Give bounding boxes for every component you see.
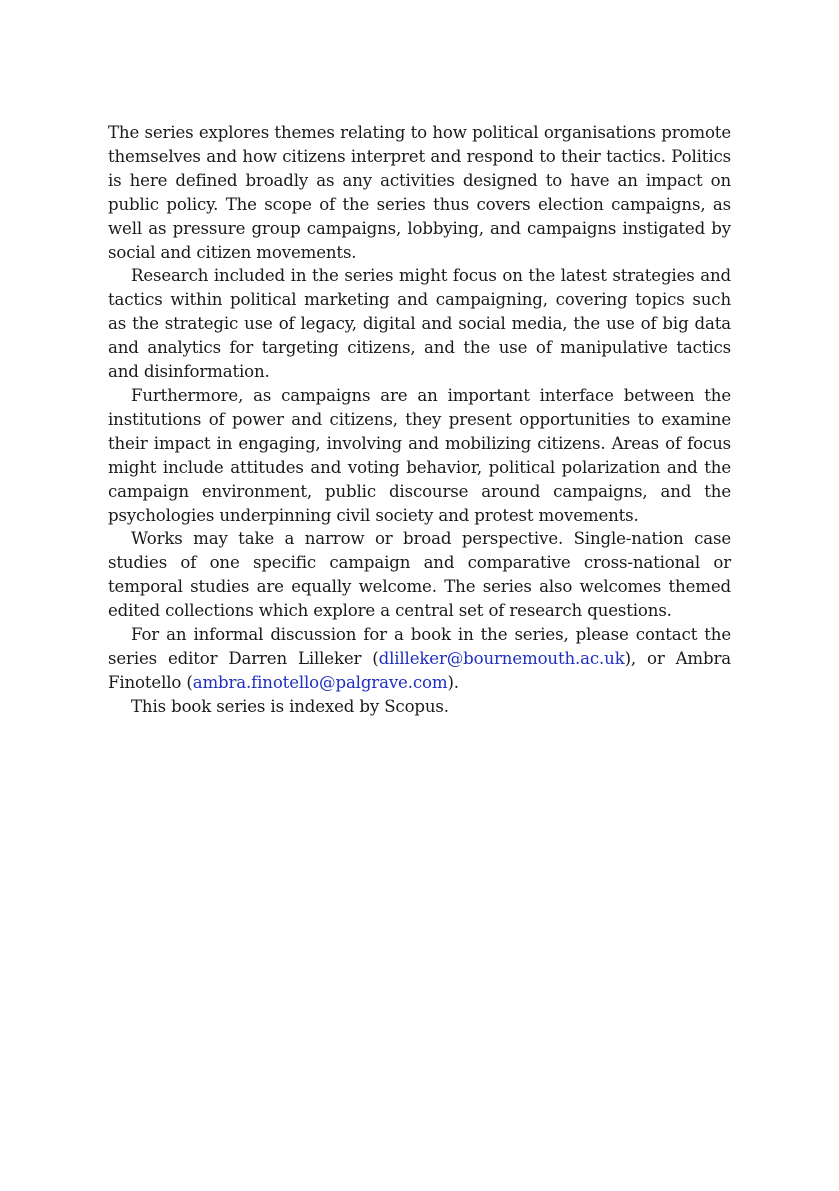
contact-outro: ).	[447, 672, 459, 692]
series-description	[108, 121, 731, 719]
publisher-email-link[interactable]: ambra.finotello@palgrave.com	[192, 672, 448, 692]
paragraph-research-topics: Research included in the series might focus on the latest strategies and tactics within political marketing and campaigning, covering topics such as the strategic use of legacy, digital and social media, the use of big data and analytics for targeting citizens, and the use of manipulative tactics and disinformation.	[108, 266, 731, 382]
paragraph-series-themes: The series explores themes relating to how political organisations promote themselves and how citizens interpret and respond to their tactics. Politics is here defined broadly as any activities designed to have an impact on public policy. The scope of the series thus covers election campaigns, as well as pressure group campaigns, lobbying, and campaigns instigated by social and citizen movements.	[108, 123, 731, 262]
contact-middle: ), or Ambra Finotello (	[108, 648, 731, 692]
contact-intro: For an informal discussion for a book in the series, please contact the series editor Darren Lilleker (	[108, 625, 731, 668]
paragraph-works-perspective: Works may take a narrow or broad perspective. Single-nation case studies of one specific campaign and comparative cross-national or temporal studies are equally welcome. The series also welcomes themed edited collections which explore a central set of research questions.	[108, 529, 731, 621]
paragraph-campaign-impact: Furthermore, as campaigns are an important interface between the institutions of power and citizens, they present opportunities to examine their impact in engaging, involving and mobilizing citizens. Areas of focus might include attitudes and voting behavior, political polarization and the campaign environment, public discourse around campaigns, and the psychologies underpinning civil society and protest movements.	[108, 385, 731, 525]
paragraph-contact	[108, 623, 731, 695]
paragraph-indexing: This book series is indexed by Scopus.	[131, 696, 449, 716]
editor-email-link[interactable]: dlilleker@bournemouth.ac.uk	[378, 648, 625, 668]
